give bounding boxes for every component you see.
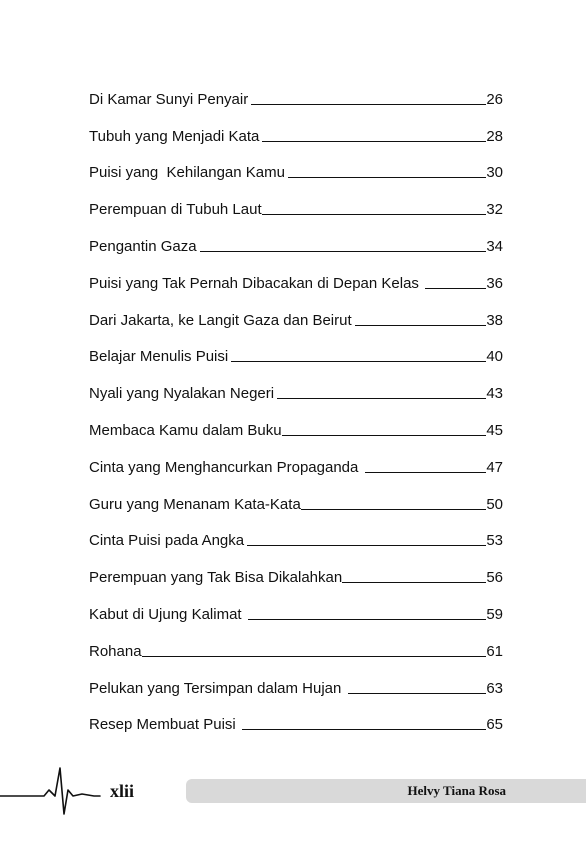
- toc-leader: [301, 509, 487, 510]
- toc-leader: [277, 398, 486, 399]
- toc-entry[interactable]: [89, 698, 503, 735]
- toc-entry[interactable]: [89, 182, 503, 219]
- table-of-contents: [89, 72, 503, 734]
- toc-title: Puisi yang Tak Pernah Dibacakan di Depan Kelas: [89, 274, 419, 292]
- toc-leader: [282, 435, 487, 436]
- toc-entry[interactable]: [89, 587, 503, 624]
- toc-leader: [242, 729, 487, 730]
- toc-entry[interactable]: [89, 72, 503, 109]
- toc-title: Perempuan di Tubuh Laut: [89, 201, 262, 219]
- toc-page-number: 53: [486, 532, 503, 550]
- toc-title: Perempuan yang Tak Bisa Dikalahkan: [89, 569, 343, 587]
- toc-page-number: 63: [486, 679, 503, 697]
- toc-leader: [262, 141, 486, 142]
- toc-page-number: 34: [486, 237, 503, 255]
- toc-title: Membaca Kamu dalam Buku: [89, 421, 282, 439]
- toc-title: Rohana: [89, 642, 142, 660]
- author-bar: [186, 779, 586, 803]
- toc-leader: [342, 582, 486, 583]
- toc-page-number: 56: [486, 569, 503, 587]
- toc-page-number: 28: [486, 127, 503, 145]
- toc-leader: [262, 214, 487, 215]
- toc-leader: [200, 251, 487, 252]
- toc-entry[interactable]: [89, 293, 503, 330]
- toc-leader: [142, 656, 487, 657]
- toc-entry[interactable]: [89, 219, 503, 256]
- toc-entry[interactable]: [89, 366, 503, 403]
- author-name: Helvy Tiana Rosa: [407, 783, 506, 798]
- toc-page-number: 43: [486, 385, 503, 403]
- toc-leader: [231, 361, 486, 362]
- toc-entry[interactable]: [89, 109, 503, 146]
- toc-entry[interactable]: [89, 440, 503, 477]
- toc-title: Puisi yang Kehilangan Kamu: [89, 164, 285, 182]
- toc-leader: [288, 177, 486, 178]
- toc-leader: [247, 545, 486, 546]
- toc-leader: [355, 325, 487, 326]
- toc-entry[interactable]: [89, 256, 503, 293]
- toc-title: Dari Jakarta, ke Langit Gaza dan Beirut: [89, 311, 352, 329]
- toc-leader: [348, 693, 486, 694]
- toc-title: Cinta yang Menghancurkan Propaganda: [89, 458, 359, 476]
- toc-entry[interactable]: [89, 550, 503, 587]
- toc-title: Kabut di Ujung Kalimat: [89, 605, 242, 623]
- toc-title: Resep Membuat Puisi: [89, 716, 236, 734]
- toc-leader: [425, 288, 486, 289]
- toc-page-number: 32: [486, 201, 503, 219]
- toc-page-number: 61: [486, 642, 503, 660]
- toc-entry[interactable]: [89, 330, 503, 367]
- toc-page-number: 36: [486, 274, 503, 292]
- toc-title: Guru yang Menanam Kata-Kata: [89, 495, 301, 513]
- toc-entry[interactable]: [89, 661, 503, 698]
- toc-title: Pelukan yang Tersimpan dalam Hujan: [89, 679, 342, 697]
- toc-title: Pengantin Gaza: [89, 237, 197, 255]
- toc-entry[interactable]: [89, 514, 503, 551]
- toc-page-number: 30: [486, 164, 503, 182]
- toc-page-number: 47: [486, 458, 503, 476]
- toc-title: Cinta Puisi pada Angka: [89, 532, 245, 550]
- toc-page-number: 40: [486, 348, 503, 366]
- page-number: xlii: [110, 781, 135, 801]
- heartbeat-line-icon: [0, 760, 120, 820]
- toc-title: Tubuh yang Menjadi Kata: [89, 127, 260, 145]
- toc-page-number: 59: [486, 605, 503, 623]
- toc-title: Belajar Menulis Puisi: [89, 348, 229, 366]
- toc-entry[interactable]: [89, 624, 503, 661]
- toc-page-number: 45: [486, 421, 503, 439]
- toc-entry[interactable]: [89, 477, 503, 514]
- toc-leader: [248, 619, 487, 620]
- toc-entry[interactable]: [89, 146, 503, 183]
- toc-page-number: 65: [486, 716, 503, 734]
- toc-leader: [251, 104, 486, 105]
- toc-entry[interactable]: [89, 403, 503, 440]
- toc-page-number: 38: [486, 311, 503, 329]
- toc-page-number: 50: [486, 495, 503, 513]
- toc-title: Di Kamar Sunyi Penyair: [89, 90, 249, 108]
- toc-leader: [365, 472, 486, 473]
- toc-title: Nyali yang Nyalakan Negeri: [89, 385, 275, 403]
- toc-page-number: 26: [486, 90, 503, 108]
